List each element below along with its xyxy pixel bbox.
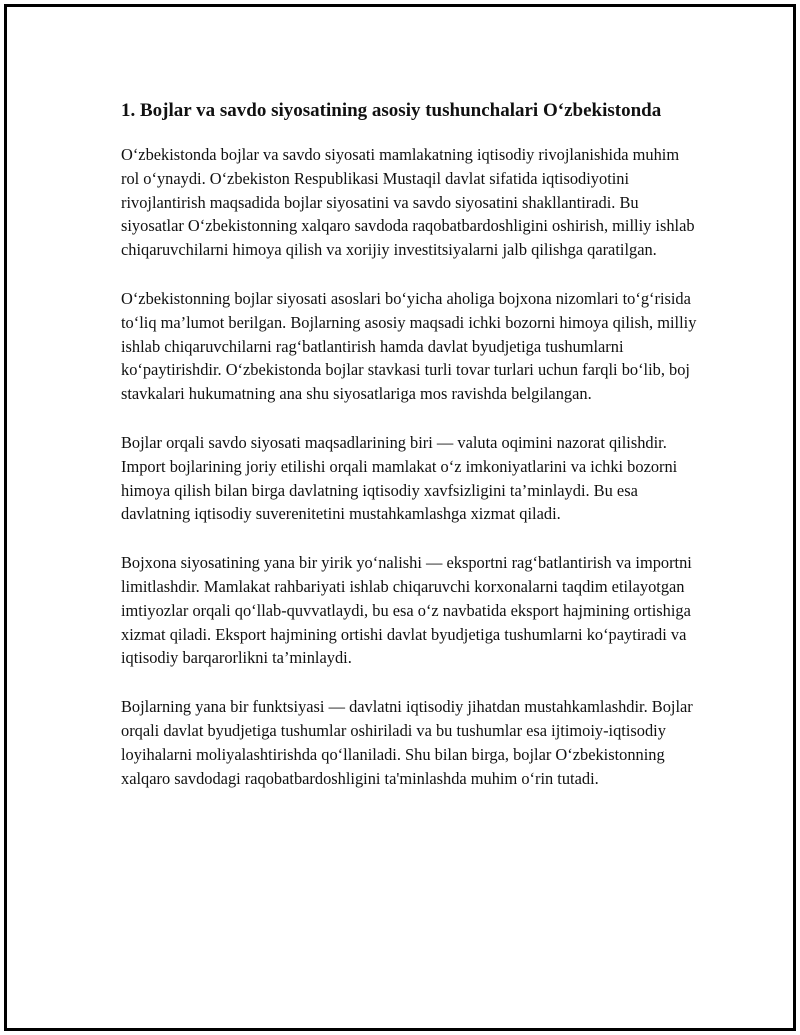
paragraph-3: Bojlar orqali savdo siyosati maqsadlarining biri — valuta oqimini nazorat qilishdir. Import bojlarining joriy etilishi orqali mamlakat o‘z imkoniyatlarini va ichki bozorni himoya qilish bilan birga davlatning iqtisodiy xavfsizligini ta’minlaydi. Bu esa davlatning iqtisodiy suverenitetini mustahkamlashga xizmat qiladi. <box>121 432 678 524</box>
document-title: 1. Bojlar va savdo siyosatining asosiy tushunchalari O‘zbekistonda <box>121 100 662 121</box>
paragraph-2: O‘zbekistonning bojlar siyosati asoslari bo‘yicha aholiga bojxona nizomlari to‘g‘risida to‘liq ma’lumot berilgan. Bojlarning asosiy maqsadi ichki bozorni himoya qilish, milliy ishlab chiqaruvchilarni rag‘batlantirish hamda davlat byudjetiga tushumlarni ko‘paytirishdir. O‘zbekistonda bojlar stavkasi turli tovar turlari uchun farqli bo‘lib, boj stavkalari hukumatning ana shu siyosatlariga mos ravishda belgilangan. <box>121 288 697 404</box>
paragraph-4: Bojxona siyosatining yana bir yirik yo‘nalishi — eksportni rag‘batlantirish va importni limitlashdir. Mamlakat rahbariyati ishlab chiqaruvchi korxonalarni taqdim etilayotgan imtiyozlar orqali qo‘llab-quvvatlaydi, bu esa o‘z navbatida eksport hajmining ortishiga xizmat qiladi. Eksport hajmining ortishi davlat byudjetiga tushumlarni ko‘paytiradi va iqtisodiy barqarorlikni ta’minlaydi. <box>121 553 692 668</box>
paragraph-5: Bojlarning yana bir funktsiyasi — davlatni iqtisodiy jihatdan mustahkamlashdir. Bojlar orqali davlat byudjetiga tushumlar oshiriladi va bu tushumlar esa ijtimoiy-iqtisodiy loyihalarni moliyalashtirishda qo‘llaniladi. Shu bilan birga, bojlar O‘zbekistonning xalqaro savdodagi raqobatbardoshligini ta'minlashda muhim o‘rin tutadi. <box>121 697 693 788</box>
page-frame <box>4 4 796 1031</box>
document-body <box>121 99 701 815</box>
paragraph-1: O‘zbekistonda bojlar va savdo siyosati mamlakatning iqtisodiy rivojlanishida muhim rol o‘ynaydi. O‘zbekiston Respublikasi Mustaqil davlat sifatida iqtisodiyotini rivojlantirish maqsadida bojlar siyosatini va savdo siyosatini shakllantiradi. Bu siyosatlar O‘zbekistonning xalqaro savdoda raqobatbardoshligini oshirish, milliy ishlab chiqaruvchilarni himoya qilish va xorijiy investitsiyalarni jalb qilishga qaratilgan. <box>121 145 695 260</box>
